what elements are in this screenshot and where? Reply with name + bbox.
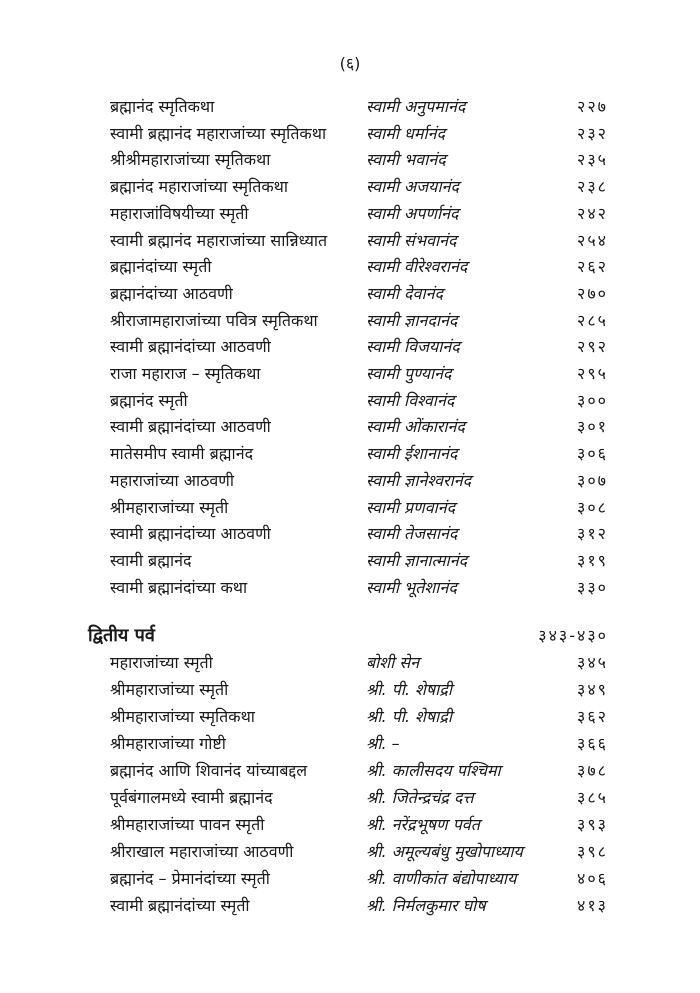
entry-page: ३०८ [577,498,608,517]
entry-page: ४०६ [577,869,608,888]
entry-author: स्वामी धर्मानंद [366,124,445,143]
entry-author: श्री. नरेंद्रभूषण पर्वत [366,815,480,834]
entry-page: ३०७ [577,471,608,490]
toc-entry [0,468,700,494]
entry-title: स्वामी ब्रह्मानंदांच्या स्मृती [110,896,250,915]
section-heading [0,622,700,650]
entry-title: ब्रह्मानंद स्मृतिकथा [110,97,215,116]
entry-page: २९५ [577,364,608,383]
entry-author: स्वामी देवानंद [366,284,443,303]
toc-entry [0,704,700,730]
entry-author: श्री. अमूल्यबंधु मुखोपाध्याय [366,842,523,861]
entry-author: स्वामी तेजसानंद [366,524,458,543]
entry-title: पूर्वबंगालमध्ये स्वामी ब्रह्मानंद [110,788,273,807]
entry-page: ३०६ [577,444,608,463]
toc-entry [0,812,700,838]
entry-title: राजा महाराज – स्मृतिकथा [110,364,261,383]
entry-page: ३०० [577,391,608,410]
toc-entry [0,441,700,467]
entry-title: महाराजांच्या आठवणी [110,471,235,490]
entry-author: स्वामी प्रणवानंद [366,498,456,517]
entry-author: स्वामी ओंकारानंद [366,417,465,436]
entry-title: स्वामी ब्रह्मानंद महाराजांच्या स्मृतिकथा [110,124,327,143]
entry-page: २४२ [577,204,608,223]
entry-page: ३९८ [577,842,608,861]
entry-title: श्रीमहाराजांच्या गोष्टी [110,734,226,753]
toc-entry [0,254,700,280]
entry-author: स्वामी संभवानंद [366,231,457,250]
entry-author: श्री. निर्मलकुमार घोष [366,896,486,915]
entry-author: श्री. पी. शेषाद्री [366,707,452,726]
toc-entry [0,866,700,892]
toc-entry [0,521,700,547]
toc-entry [0,758,700,784]
toc-entry [0,893,700,919]
toc-entry [0,228,700,254]
entry-page: २२७ [577,97,608,116]
toc-entry [0,308,700,334]
entry-author: स्वामी विश्वानंद [366,391,455,410]
toc-entry [0,677,700,703]
toc-entry [0,785,700,811]
entry-title: ब्रह्मानंदांच्या आठवणी [110,284,233,303]
entry-page: २८५ [577,311,608,330]
toc-entry [0,334,700,360]
entry-author: श्री. पी. शेषाद्री [366,680,452,699]
entry-title: मातेसमीप स्वामी ब्रह्मानंद [110,444,254,463]
entry-page: ३०१ [577,417,608,436]
entry-author: श्री. जितेन्द्रचंद्र दत्त [366,788,474,807]
entry-title: ब्रह्मानंद – प्रेमानंदांच्या स्मृती [110,869,270,888]
entry-author: स्वामी विजयानंद [366,337,460,356]
entry-page: ३७८ [577,761,608,780]
entry-title: श्रीमहाराजांच्या पावन स्मृती [110,815,265,834]
entry-title: स्वामी ब्रह्मानंद [110,551,192,570]
toc-entry [0,121,700,147]
toc-entry [0,94,700,120]
entry-title: स्वामी ब्रह्मानंदांच्या आठवणी [110,524,271,543]
entry-title: स्वामी ब्रह्मानंद महाराजांच्या सान्निध्यात [110,231,328,250]
entry-author: श्री. – [366,734,400,753]
entry-page: ३६६ [577,734,608,753]
entry-page: ३३० [577,578,608,597]
entry-title: स्वामी ब्रह्मानंदांच्या कथा [110,578,248,597]
entry-author: स्वामी भवानंद [366,150,446,169]
entry-page: २६२ [577,257,608,276]
entry-page: ३१९ [577,551,608,570]
entry-title: स्वामी ब्रह्मानंदांच्या आठवणी [110,337,271,356]
entry-page: २३२ [577,124,608,143]
entry-author: स्वामी ज्ञानदानंद [366,311,458,330]
entry-title: श्रीराखाल महाराजांच्या आठवणी [110,842,294,861]
entry-page: ३९३ [577,815,608,834]
toc-entry [0,839,700,865]
entry-title: श्रीश्रीमहाराजांच्या स्मृतिकथा [110,150,271,169]
toc-entry [0,361,700,387]
entry-author: बोशी सेन [366,653,420,672]
entry-author: श्री. वाणीकांत बंद्योपाध्याय [366,869,517,888]
entry-title: श्रीमहाराजांच्या स्मृतिकथा [110,707,255,726]
entry-page: ३४९ [577,680,608,699]
entry-page: २७० [577,284,608,303]
entry-title: श्रीमहाराजांच्या स्मृती [110,680,229,699]
entry-title: ब्रह्मानंद स्मृती [110,391,188,410]
entry-author: श्री. कालीसदय पश्चिमा [366,761,501,780]
entry-page: ३१२ [577,524,608,543]
entry-author: स्वामी भूतेशानंद [366,578,457,597]
entry-title: ब्रह्मानंद महाराजांच्या स्मृतिकथा [110,177,289,196]
entry-author: स्वामी ज्ञानात्मानंद [366,551,468,570]
entry-title: ब्रह्मानंदांच्या स्मृती [110,257,212,276]
entry-title: श्रीमहाराजांच्या स्मृती [110,498,229,517]
entry-author: स्वामी वीरेश्वरानंद [366,257,468,276]
entry-title: महाराजांच्या स्मृती [110,653,213,672]
entry-title: श्रीराजामहाराजांच्या पवित्र स्मृतिकथा [110,311,318,330]
toc-entry [0,174,700,200]
toc-entry [0,575,700,601]
toc-entry [0,731,700,757]
toc-entry [0,548,700,574]
entry-author: स्वामी पुण्यानंद [366,364,452,383]
toc-entry [0,147,700,173]
toc-entry [0,388,700,414]
entry-author: स्वामी अनुपमानंद [366,97,466,116]
entry-title: महाराजांविषयीच्या स्मृती [110,204,249,223]
entry-page: २९२ [577,337,608,356]
entry-page: २३८ [577,177,608,196]
toc-entry [0,495,700,521]
section-page-range: ३४३-४३० [538,626,608,645]
entry-author: स्वामी ईशानानंद [366,444,458,463]
toc-entry [0,650,700,676]
entry-author: स्वामी अपर्णानंद [366,204,459,223]
toc-entry [0,201,700,227]
entry-page: २३५ [577,150,608,169]
entry-page: ४१३ [577,896,608,915]
entry-author: स्वामी ज्ञानेश्वरानंद [366,471,472,490]
entry-title: स्वामी ब्रह्मानंदांच्या आठवणी [110,417,271,436]
entry-page: ३६२ [577,707,608,726]
entry-author: स्वामी अजयानंद [366,177,459,196]
page-number: (६) [339,54,361,73]
entry-page: ३४५ [577,653,608,672]
toc-entry [0,281,700,307]
entry-page: २५४ [577,231,608,250]
toc-entry [0,414,700,440]
entry-page: ३८५ [577,788,608,807]
entry-title: ब्रह्मानंद आणि शिवानंद यांच्याबद्दल [110,761,308,780]
section-title: द्वितीय पर्व [88,625,155,646]
